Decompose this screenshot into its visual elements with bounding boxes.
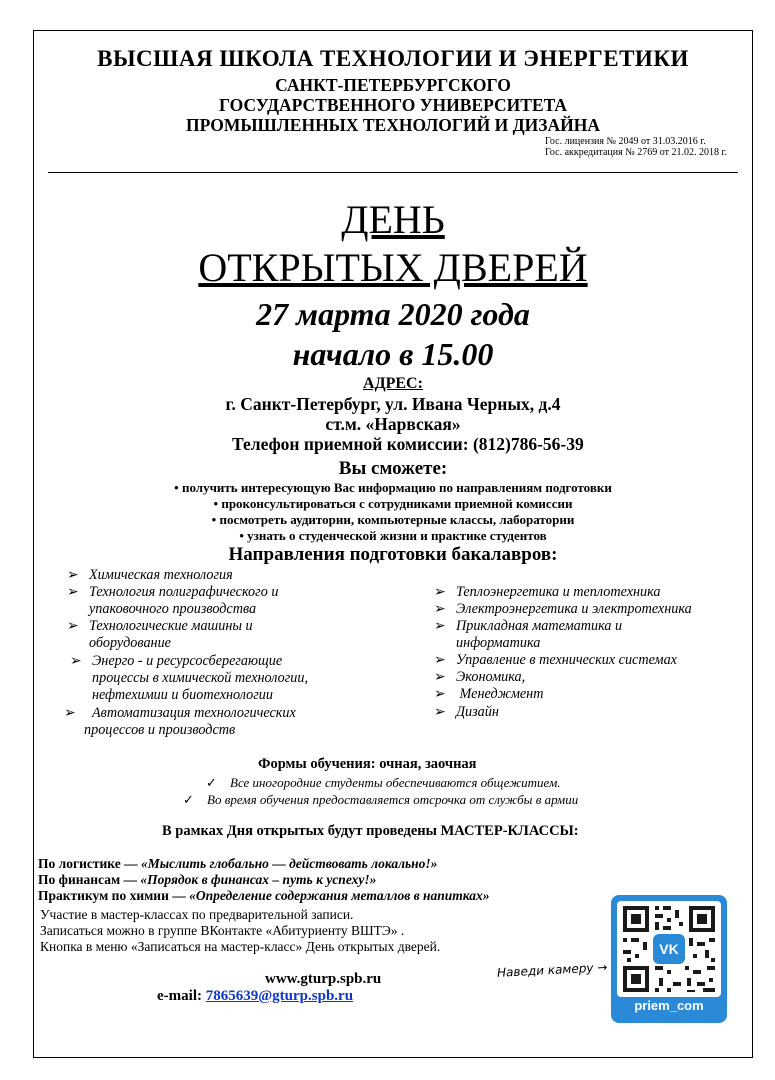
event-title-line-1: ДЕНЬ (341, 197, 445, 242)
program-item: ➢ Дизайн (434, 704, 499, 720)
phone: Телефон приемной комиссии: (812)786-56-39 (232, 434, 584, 454)
arrow-bullet-icon: ➢ (67, 584, 79, 600)
opportunity-item: • посмотреть аудитории, компьютерные классы, лаборатории (211, 512, 575, 527)
metro-station: ст.м. «Нарвская» (325, 414, 461, 434)
program-item: ➢ Энерго - и ресурсосберегающие процессы в химической технологии, нефтехимии и биотехнологии (70, 653, 308, 703)
arrow-bullet-icon: ➢ (67, 618, 79, 634)
accreditation-text: Гос. аккредитация № 2769 от 21.02. 2018 г. (545, 147, 727, 158)
qr-code (617, 901, 721, 997)
program-item: ➢ Электроэнергетика и электротехника (434, 601, 692, 617)
arrow-bullet-icon: ➢ (67, 567, 79, 583)
program-item: ➢ Химическая технология (67, 567, 233, 583)
website-link[interactable]: www.gturp.spb.ru (265, 971, 382, 987)
camera-hint: Наведи камеру → (496, 960, 608, 980)
program-item: ➢ Технологические машины и оборудование (67, 618, 253, 651)
arrow-bullet-icon: ➢ (434, 704, 446, 720)
header-divider (48, 172, 738, 173)
programs-heading: Направления подготовки бакалавров: (228, 544, 558, 565)
university-line-3: ПРОМЫШЛЕННЫХ ТЕХНОЛОГИЙ И ДИЗАЙНА (186, 115, 600, 135)
arrow-bullet-icon: ➢ (434, 686, 446, 702)
arrow-bullet-icon: ➢ (434, 601, 446, 617)
arrow-bullet-icon: ➢ (64, 705, 76, 721)
address-label: АДРЕС: (363, 375, 423, 392)
program-item: ➢ Прикладная математика и информатика (434, 618, 623, 651)
checkmark-icon: ✓ (183, 792, 194, 807)
program-item: ➢ Теплоэнергетика и теплотехника (434, 584, 661, 600)
qr-code-icon (617, 901, 721, 997)
qr-code-badge[interactable] (611, 895, 727, 1023)
program-item: ➢ Менеджмент (434, 686, 544, 702)
master-class-item: По финансам — «Порядок в финансах – путь к успеху!» (38, 872, 377, 887)
email-line: e-mail: 7865639@gturp.spb.ru (157, 988, 354, 1004)
study-note: ✓ Все иногородние студенты обеспечиваются общежитием. (206, 775, 561, 790)
arrow-bullet-icon: ➢ (434, 618, 446, 634)
opportunity-item: • получить интересующую Вас информацию по направлениям подготовки (174, 480, 612, 495)
arrow-bullet-icon: ➢ (434, 652, 446, 668)
registration-note: Кнопка в меню «Записаться на мастер-класс» День открытых дверей. (40, 939, 441, 954)
arrow-bullet-icon: ➢ (70, 653, 82, 669)
program-item: ➢ Автоматизация технологических процессов и производств (64, 705, 296, 738)
master-class-item: Практикум по химии — «Определение содержания металлов в напитках» (38, 888, 490, 903)
arrow-bullet-icon: ➢ (434, 669, 446, 685)
svg-text:VK: VK (659, 941, 679, 957)
study-note: ✓ Во время обучения предоставляется отсрочка от службы в армии (183, 792, 579, 807)
opportunities-heading: Вы сможете: (338, 458, 448, 479)
university-line-1: САНКТ-ПЕТЕРБУРГСКОГО (275, 75, 511, 95)
arrow-bullet-icon: ➢ (434, 584, 446, 600)
school-name: ВЫСШАЯ ШКОЛА ТЕХНОЛОГИИ И ЭНЕРГЕТИКИ (97, 46, 689, 71)
event-date: 27 марта 2020 года (256, 296, 530, 332)
event-start-time: начало в 15.00 (292, 336, 494, 372)
study-forms: Формы обучения: очная, заочная (258, 756, 477, 772)
opportunity-item: • узнать о студенческой жизни и практике студентов (239, 528, 547, 543)
license-text: Гос. лицензия № 2049 от 31.03.2016 г. (545, 136, 706, 147)
event-title-line-2: ОТКРЫТЫХ ДВЕРЕЙ (198, 245, 588, 290)
program-item: ➢ Управление в технических системах (434, 652, 677, 668)
address: г. Санкт-Петербург, ул. Ивана Черных, д.4 (225, 394, 561, 414)
registration-note: Участие в мастер-классах по предварительной записи. (40, 907, 354, 922)
program-item: ➢ Экономика, (434, 669, 526, 685)
program-item: ➢ Технология полиграфического и упаковочного производства (67, 584, 279, 617)
university-line-2: ГОСУДАРСТВЕННОГО УНИВЕРСИТЕТА (218, 95, 568, 115)
registration-note: Записаться можно в группе ВКонтакте «Абитуриенту ВШТЭ» . (40, 923, 405, 938)
email-link[interactable]: 7865639@gturp.spb.ru (205, 988, 354, 1004)
checkmark-icon: ✓ (206, 775, 217, 790)
opportunity-item: • проконсультироваться с сотрудниками приемной комиссии (213, 496, 573, 511)
master-class-item: По логистике — «Мыслить глобально — действовать локально!» (38, 856, 438, 871)
qr-caption: priem_com (634, 998, 704, 1013)
master-classes-heading: В рамках Дня открытых будут проведены МАСТЕР-КЛАССЫ: (162, 823, 579, 839)
